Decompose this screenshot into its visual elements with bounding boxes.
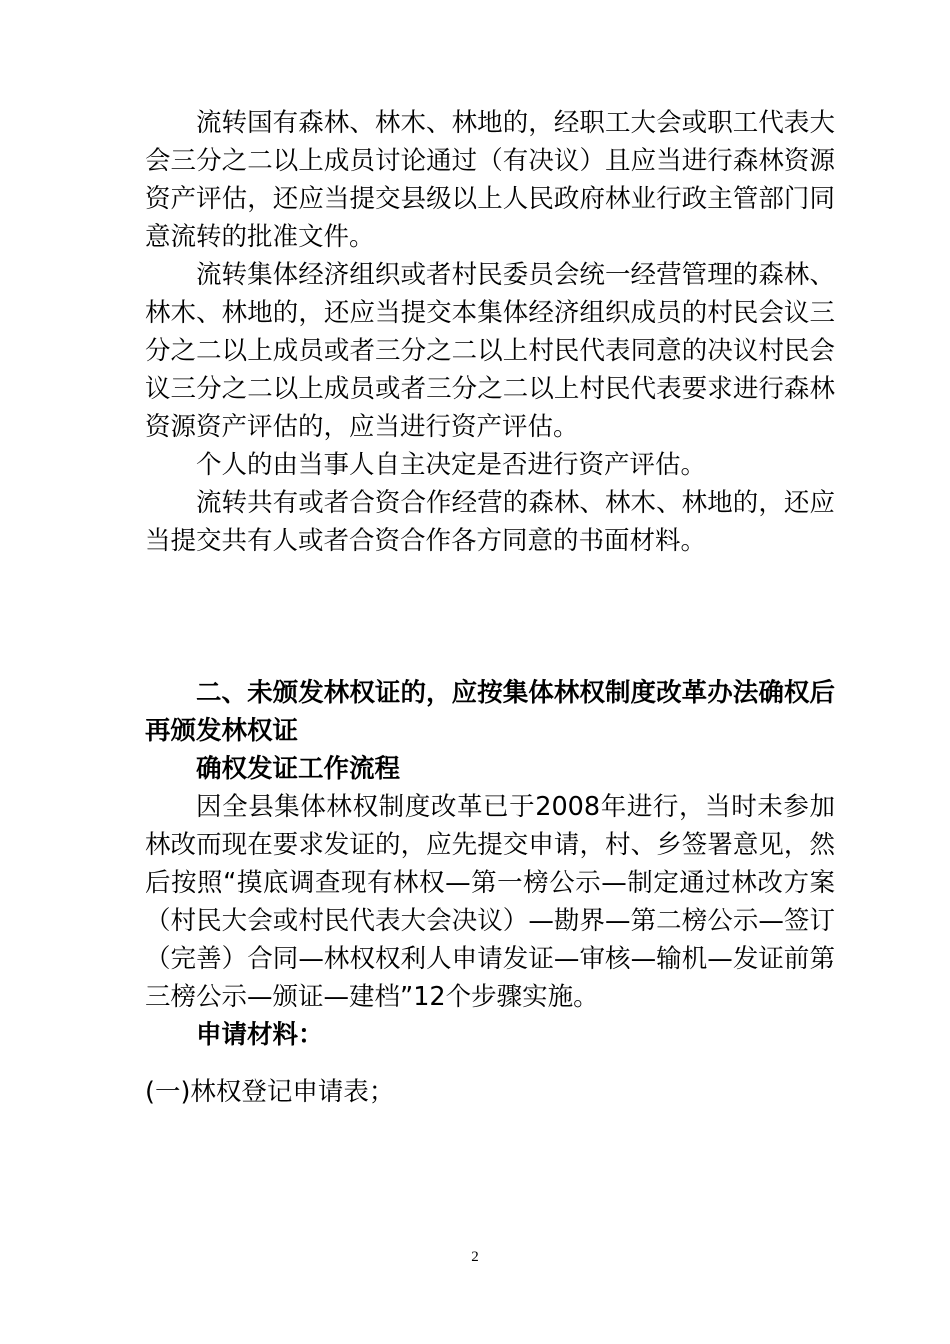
section-spacer (145, 560, 835, 674)
materials-label: 申请材料： (196, 1020, 324, 1050)
page-content (145, 104, 835, 1111)
paragraph-state-forest: 流转国有森林、林木、林地的，经职工大会或职工代表大会三分之二以上成员讨论通过（有决议）且应当进行森林资源资产评估，还应当提交县级以上人民政府林业行政主管部门同意流转的批准文件。 (145, 108, 835, 252)
paragraph-joint-ownership: 流转共有或者合资合作经营的森林、林木、林地的，还应当提交共有人或者合资合作各方同意的书面材料。 (145, 488, 835, 556)
paragraph-collective-forest: 流转集体经济组织或者村民委员会统一经营管理的森林、林木、林地的，还应当提交本集体经济组织成员的村民会议三分之二以上成员或者三分之二以上村民代表同意的决议村民会议三分之二以上成员或者三分之二以上村民代表要求进行森林资源资产评估的，应当进行资产评估。 (145, 260, 835, 442)
section-subheading: 确权发证工作流程 (196, 754, 401, 784)
paragraph-individual: 个人的由当事人自主决定是否进行资产评估。 (196, 450, 707, 480)
paragraph-workflow: 因全县集体林权制度改革已于2008年进行，当时未参加林改而现在要求发证的，应先提交申请，村、乡签署意见，然后按照“摸底调查现有林权—第一榜公示—制定通过林改方案（村民大会或村民代表大会决议）—勘界—第二榜公示—签订（完善）合同—林权权利人申请发证—审核—输机—发证前第三榜公示—颁证—建档”12个步骤实施。 (145, 792, 835, 1012)
page-number: 2 (471, 1249, 479, 1265)
section-heading: 二、未颁发林权证的，应按集体林权制度改革办法确权后再颁发林权证 (145, 678, 835, 746)
materials-item-1: (一)林权登记申请表； (145, 1077, 395, 1107)
